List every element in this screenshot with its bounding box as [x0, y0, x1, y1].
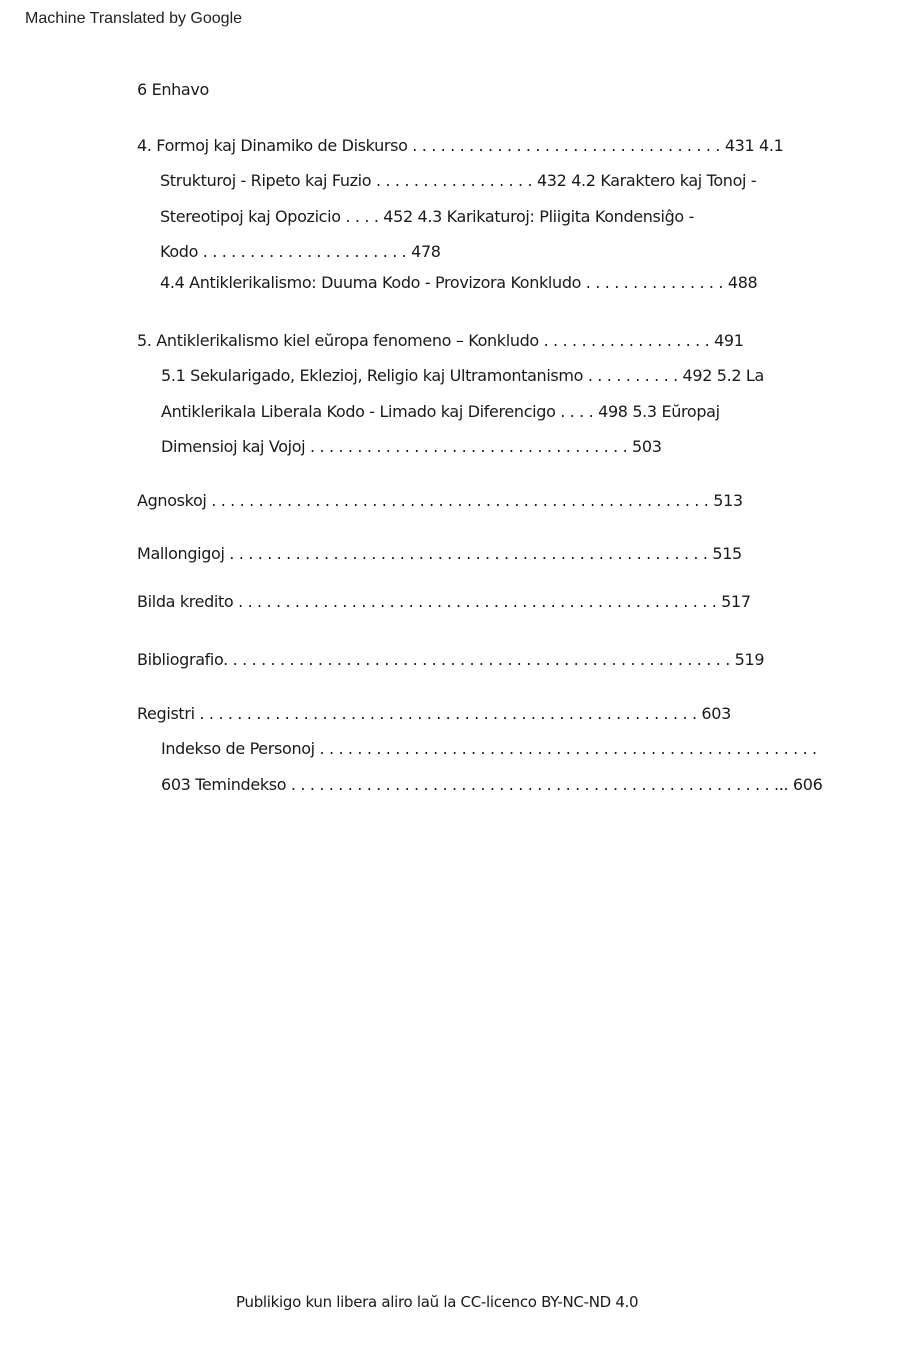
toc-entry: Bilda kredito . . . . . . . . . . . . . . . . . . . . . . . . . . . . . . . . . . . . . . . . . . . . . . . . . . . 517 [137, 592, 751, 611]
page-header: 6 Enhavo [137, 80, 209, 99]
toc-entry: Bibliografio. . . . . . . . . . . . . . . . . . . . . . . . . . . . . . . . . . . . . . . . . . . . . . . . . . . . . . 519 [137, 650, 765, 669]
machine-translation-banner: Machine Translated by Google [25, 10, 243, 27]
toc-entry: Strukturoj - Ripeto kaj Fuzio . . . . . . . . . . . . . . . . . 432 4.2 Karaktero kaj Tonoj - [160, 171, 757, 190]
toc-entry: 5. Antiklerikalismo kiel eŭropa fenomeno – Konkludo . . . . . . . . . . . . . . . . . . 491 [137, 331, 744, 350]
license-footer: Publikigo kun libera aliro laŭ la CC-licenco BY-NC-ND 4.0 [236, 1293, 639, 1311]
toc-entry: 5.1 Sekularigado, Eklezioj, Religio kaj Ultramontanismo . . . . . . . . . . 492 5.2 La [161, 366, 764, 385]
toc-entry: Indekso de Personoj . . . . . . . . . . . . . . . . . . . . . . . . . . . . . . . . . . . . . . . . . . . . . . . . . . . . . [161, 739, 817, 758]
toc-entry: Dimensioj kaj Vojoj . . . . . . . . . . . . . . . . . . . . . . . . . . . . . . . . . . 503 [161, 437, 662, 456]
toc-entry: Mallongigoj . . . . . . . . . . . . . . . . . . . . . . . . . . . . . . . . . . . . . . . . . . . . . . . . . . . 515 [137, 544, 742, 563]
toc-entry: Registri . . . . . . . . . . . . . . . . . . . . . . . . . . . . . . . . . . . . . . . . . . . . . . . . . . . . . 603 [137, 704, 731, 723]
toc-entry: Stereotipoj kaj Opozicio . . . . 452 4.3 Karikaturoj: Pliigita Kondensiĝo - [160, 207, 695, 226]
toc-entry: 603 Temindekso . . . . . . . . . . . . . . . . . . . . . . . . . . . . . . . . . . . . . . . . . . . . . . . . . . . ... 606 [161, 775, 823, 794]
toc-entry: Kodo . . . . . . . . . . . . . . . . . . . . . . 478 [160, 242, 441, 261]
toc-entry: Antiklerikala Liberala Kodo - Limado kaj Diferencigo . . . . 498 5.3 Eŭropaj [161, 402, 720, 421]
toc-entry: 4. Formoj kaj Dinamiko de Diskurso . . . . . . . . . . . . . . . . . . . . . . . . . . . . . . . . . 431 4.1 [137, 136, 784, 155]
toc-entry: 4.4 Antiklerikalismo: Duuma Kodo - Provizora Konkludo . . . . . . . . . . . . . . . 488 [160, 273, 758, 292]
toc-entry: Agnoskoj . . . . . . . . . . . . . . . . . . . . . . . . . . . . . . . . . . . . . . . . . . . . . . . . . . . . . 513 [137, 491, 743, 510]
